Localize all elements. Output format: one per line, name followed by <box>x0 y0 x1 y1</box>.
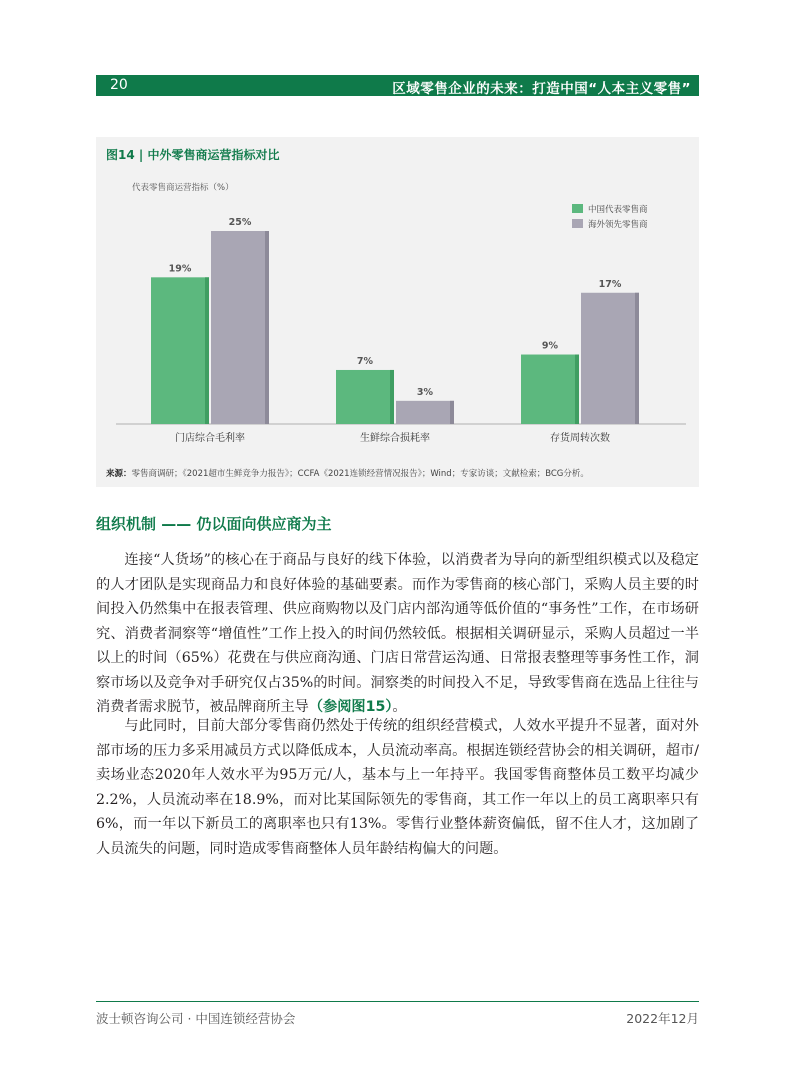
legend-swatch-2 <box>572 219 583 228</box>
legend-swatch-1 <box>572 204 583 213</box>
bar-shade-china-2 <box>390 370 394 424</box>
bar-china-3 <box>521 355 579 424</box>
category-label-1: 门店综合毛利率 <box>175 433 245 444</box>
bar-china-1 <box>151 277 209 424</box>
data-label-china-3: 9% <box>541 340 559 352</box>
figure-source <box>106 467 589 479</box>
footer-date: 2022年12月 <box>626 1011 699 1026</box>
footer-organizations: 波士顿咨询公司 · 中国连锁经营协会 <box>96 1011 296 1026</box>
section-title: 组织机制 —— 仍以面向供应商为主 <box>96 515 332 533</box>
bar-shade-overseas-1 <box>265 231 269 424</box>
header-title: 区域零售企业的未来：打造中国“人本主义零售” <box>392 81 691 97</box>
figure-title: 图14 | 中外零售商运营指标对比 <box>106 148 280 162</box>
bar-chart <box>96 137 699 467</box>
source-label: 来源： <box>106 469 132 479</box>
paragraph-1-end: 。 <box>392 699 407 715</box>
page-header <box>96 75 699 96</box>
bar-overseas-3 <box>581 293 639 424</box>
paragraph-1 <box>96 548 699 720</box>
page-number: 20 <box>110 77 128 93</box>
bar-overseas-2 <box>396 401 454 424</box>
bar-china-2 <box>336 370 394 424</box>
data-label-china-2: 7% <box>356 355 374 367</box>
bar-shade-overseas-3 <box>635 293 639 424</box>
paragraph-2: 与此同时，目前大部分零售商仍然处于传统的组织经营模式，人效水平提升不显著，面对外部市场的压力多采用减员方式以降低成本，人员流动率高。根据连锁经营协会的相关调研，超市/卖场业态2020年人效水平为95万元/人，基本与上一年持平。我国零售商整体员工数平均减少2.2%，人员流动率在18.9%，而对比某国际领先的零售商，其工作一年以上的员工离职率只有6%，而一年以下新员工的离职率也只有13%。零售行业整体薪资偏低，留不住人才，这加剧了人员流失的问题，同时造成零售商整体人员年龄结构偏大的问题。 <box>96 718 699 857</box>
source-text: 零售商调研；《2021超市生鲜竞争力报告》；CCFA《2021连锁经营情况报告》；Wind；专家访谈；文献检索；BCG分析。 <box>131 469 589 479</box>
category-label-3: 存货周转次数 <box>550 433 610 444</box>
bar-shade-china-1 <box>205 277 209 424</box>
y-axis-label: 代表零售商运营指标（%） <box>132 183 234 193</box>
footer-rule <box>96 1001 699 1002</box>
data-label-overseas-1: 25% <box>228 217 252 228</box>
legend-label-2: 海外领先零售商 <box>588 220 648 230</box>
data-label-overseas-3: 17% <box>598 278 622 290</box>
figure-box <box>96 137 699 487</box>
bar-overseas-1 <box>211 231 269 424</box>
bar-shade-china-3 <box>575 355 579 424</box>
figure-reference-link[interactable]: （参阅图15） <box>308 699 393 715</box>
legend-label-1: 中国代表零售商 <box>588 205 648 215</box>
category-label-2: 生鲜综合损耗率 <box>360 433 430 444</box>
bar-shade-overseas-2 <box>450 401 454 424</box>
data-label-china-1: 19% <box>168 263 192 275</box>
data-label-overseas-2: 3% <box>416 386 434 398</box>
paragraph-1-text: 连接“人货场”的核心在于商品与良好的线下体验，以消费者为导向的新型组织模式以及稳定的人才团队是实现商品力和良好体验的基础要素。而作为零售商的核心部门，采购人员主要的时间投入仍然集中在报表管理、供应商购物以及门店内部沟通等低价值的“事务性”工作，在市场研究、消费者洞察等“增值性”工作上投入的时间仍然较低。根据相关调研显示，采购人员超过一半以上的时间（65%）花费在与供应商沟通、门店日常营运沟通、日常报表整理等事务性工作，洞察市场以及竞争对手研究仅占35%的时间。洞察类的时间投入不足，导致零售商在选品上往往与消费者需求脱节，被品牌商所主导 <box>96 552 699 715</box>
